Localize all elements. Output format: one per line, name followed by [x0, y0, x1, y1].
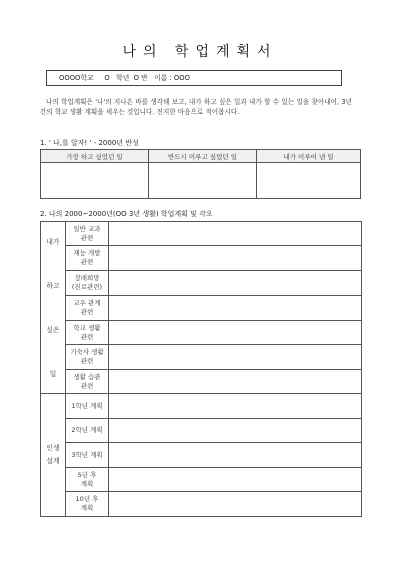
- row-label: 일반 교과 관련: [66, 222, 109, 246]
- row-label: 2학년 계획: [66, 419, 109, 443]
- row-label: 기숙사 생활 관련: [66, 345, 109, 370]
- row-label: 3학년 계획: [66, 443, 109, 468]
- section1-heading: 1. ' 나,를 알자! ' - 2000년 반성: [40, 139, 139, 147]
- row-label: 재능 개발 관련: [66, 246, 109, 271]
- group-label-char: 내가: [46, 237, 60, 246]
- group-label-life-plan: [41, 394, 66, 517]
- group-label-char: 인생: [46, 444, 60, 452]
- column-header: 반드시 이루고 싶었던 일: [149, 150, 257, 163]
- reflection-table: [40, 149, 361, 199]
- group-label-char: 설계: [46, 457, 60, 465]
- row-label: 장래희망 (진로관련): [66, 271, 109, 296]
- row-label: 1학년 계획: [66, 394, 109, 419]
- answer-cell[interactable]: [109, 468, 362, 492]
- answer-cell[interactable]: [109, 321, 362, 345]
- answer-cell[interactable]: [109, 370, 362, 394]
- group-label-wants: [41, 222, 66, 394]
- answer-cell[interactable]: [109, 345, 362, 370]
- row-label: 생활 습관 관련: [66, 370, 109, 394]
- answer-cell[interactable]: [109, 492, 362, 517]
- answer-cell[interactable]: [257, 163, 361, 199]
- answer-cell[interactable]: [109, 271, 362, 296]
- row-label: 5년 후 계획: [66, 468, 109, 492]
- student-info-box: OOOO학교 O 학년 O 반 이름 : OOO: [46, 70, 342, 86]
- answer-cell[interactable]: [109, 296, 362, 321]
- answer-cell[interactable]: [41, 163, 149, 199]
- column-header: 가장 하고 싶었던 일: [41, 150, 149, 163]
- answer-cell[interactable]: [109, 419, 362, 443]
- intro-paragraph: 나의 학업계획은 '나'의 지나온 바를 생각해 보고, 내가 하고 싶은 일과 내가 할 수 있는 일을 찾아내어, 3년 간의 학교 생활 계획을 세우는 것입니다. 진지한 마음으로 적어봅시다.: [40, 98, 352, 116]
- answer-cell[interactable]: [149, 163, 257, 199]
- page-title: 나의 학업계획서: [122, 44, 278, 60]
- answer-cell[interactable]: [109, 246, 362, 271]
- group-label-char: 일: [49, 369, 57, 378]
- group-label-char: 싶은: [46, 325, 60, 334]
- row-label: 학교 생활 관련: [66, 321, 109, 345]
- column-header: 내가 이루어 낸 일: [257, 150, 361, 163]
- answer-cell[interactable]: [109, 443, 362, 468]
- group-label-char: 하고: [46, 281, 60, 290]
- answer-cell[interactable]: [109, 394, 362, 419]
- row-label: 10년 후 계획: [66, 492, 109, 517]
- plan-table: [40, 221, 362, 517]
- section2-heading: 2. 나의 2000~2000년(OO 3년 생활) 학업계획 및 각오: [40, 210, 213, 218]
- row-label: 교우 관계 관련: [66, 296, 109, 321]
- answer-cell[interactable]: [109, 222, 362, 246]
